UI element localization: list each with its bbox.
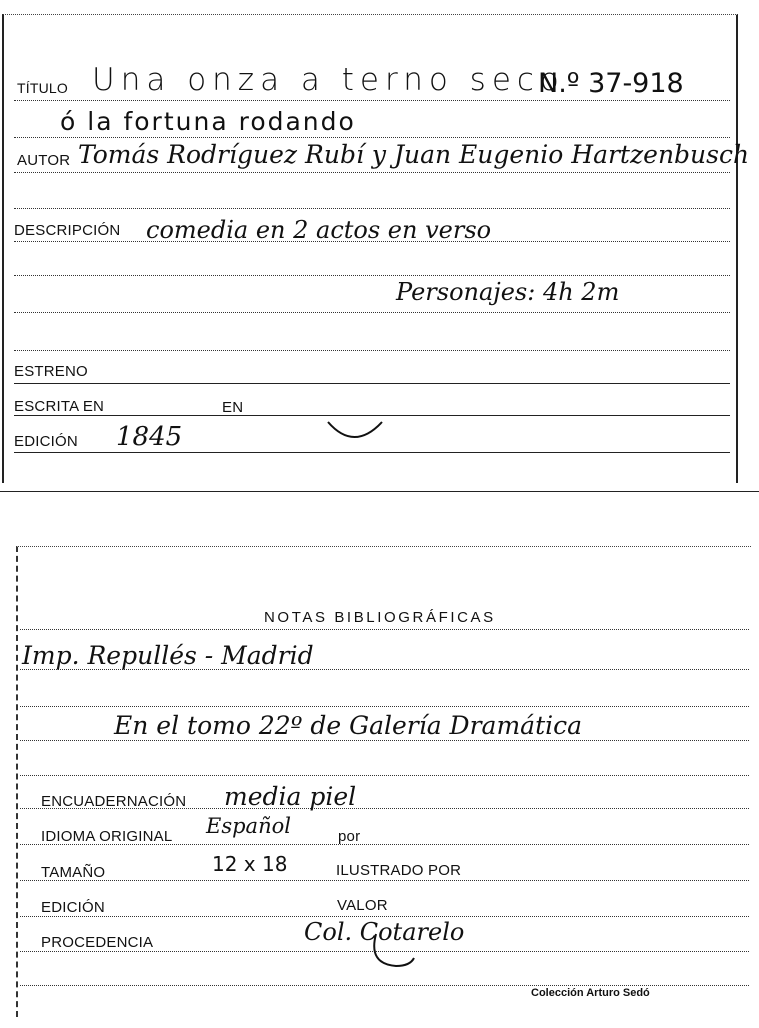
label-escrita-en: ESCRITA EN — [14, 398, 105, 415]
label-edicion-2: EDICIÓN — [41, 899, 105, 916]
ruled-line — [20, 985, 749, 986]
note-volume: En el tomo 22º de Galería Dramática — [114, 711, 583, 740]
card-separator — [0, 491, 759, 492]
ruled-line — [20, 740, 749, 741]
ruled-line — [14, 312, 730, 313]
label-titulo: TÍTULO — [17, 80, 68, 96]
label-edicion: EDICIÓN — [14, 433, 78, 450]
ruled-line — [20, 916, 749, 917]
ruled-line — [14, 208, 730, 209]
label-descripcion: DESCRIPCIÓN — [14, 222, 121, 239]
provenance-value: Col. Cotarelo — [304, 918, 465, 946]
ruled-line — [14, 100, 730, 101]
label-encuadernacion: ENCUADERNACIÓN — [41, 793, 187, 810]
binding-value: media piel — [224, 782, 357, 811]
characters-value: Personajes: 4h 2m — [396, 278, 620, 306]
label-en: EN — [222, 399, 244, 416]
title-line-1: Una onza a terno seco — [92, 62, 565, 98]
label-procedencia: PROCEDENCIA — [41, 934, 154, 951]
ruled-line — [14, 350, 730, 351]
label-estreno: ESTRENO — [14, 363, 88, 380]
notes-heading: NOTAS BIBLIOGRÁFICAS — [264, 609, 496, 626]
ruled-line — [20, 775, 749, 776]
language-value: Español — [206, 814, 291, 838]
ruled-line — [20, 706, 749, 707]
label-por: por — [338, 828, 361, 845]
label-idioma-original: IDIOMA ORIGINAL — [41, 828, 173, 845]
description-value: comedia en 2 actos en verso — [146, 216, 492, 244]
edition-value: 1845 — [116, 422, 183, 452]
hole-punch-arc — [366, 930, 416, 970]
label-valor: VALOR — [337, 897, 388, 914]
author-value: Tomás Rodríguez Rubí y Juan Eugenio Hartzenbusch — [78, 140, 750, 169]
label-tamano: TAMAÑO — [41, 864, 106, 881]
ruled-line — [14, 383, 730, 384]
note-printer: Imp. Repullés - Madrid — [22, 641, 314, 670]
ruled-line — [20, 880, 749, 881]
catalog-number: N.º 37-918 — [538, 68, 684, 99]
collection-footer: Colección Arturo Sedó — [531, 987, 650, 999]
hole-punch-arc — [326, 418, 386, 444]
ruled-line — [14, 137, 730, 138]
ruled-line — [20, 629, 749, 630]
ruled-line — [14, 275, 730, 276]
ruled-line — [14, 415, 730, 416]
size-value: 12 x 18 — [212, 852, 288, 876]
ruled-line — [14, 452, 730, 453]
label-ilustrado-por: ILUSTRADO POR — [336, 862, 462, 879]
title-line-2: ó la fortuna rodando — [60, 107, 356, 136]
label-autor: AUTOR — [17, 152, 71, 169]
ruled-line — [14, 172, 730, 173]
